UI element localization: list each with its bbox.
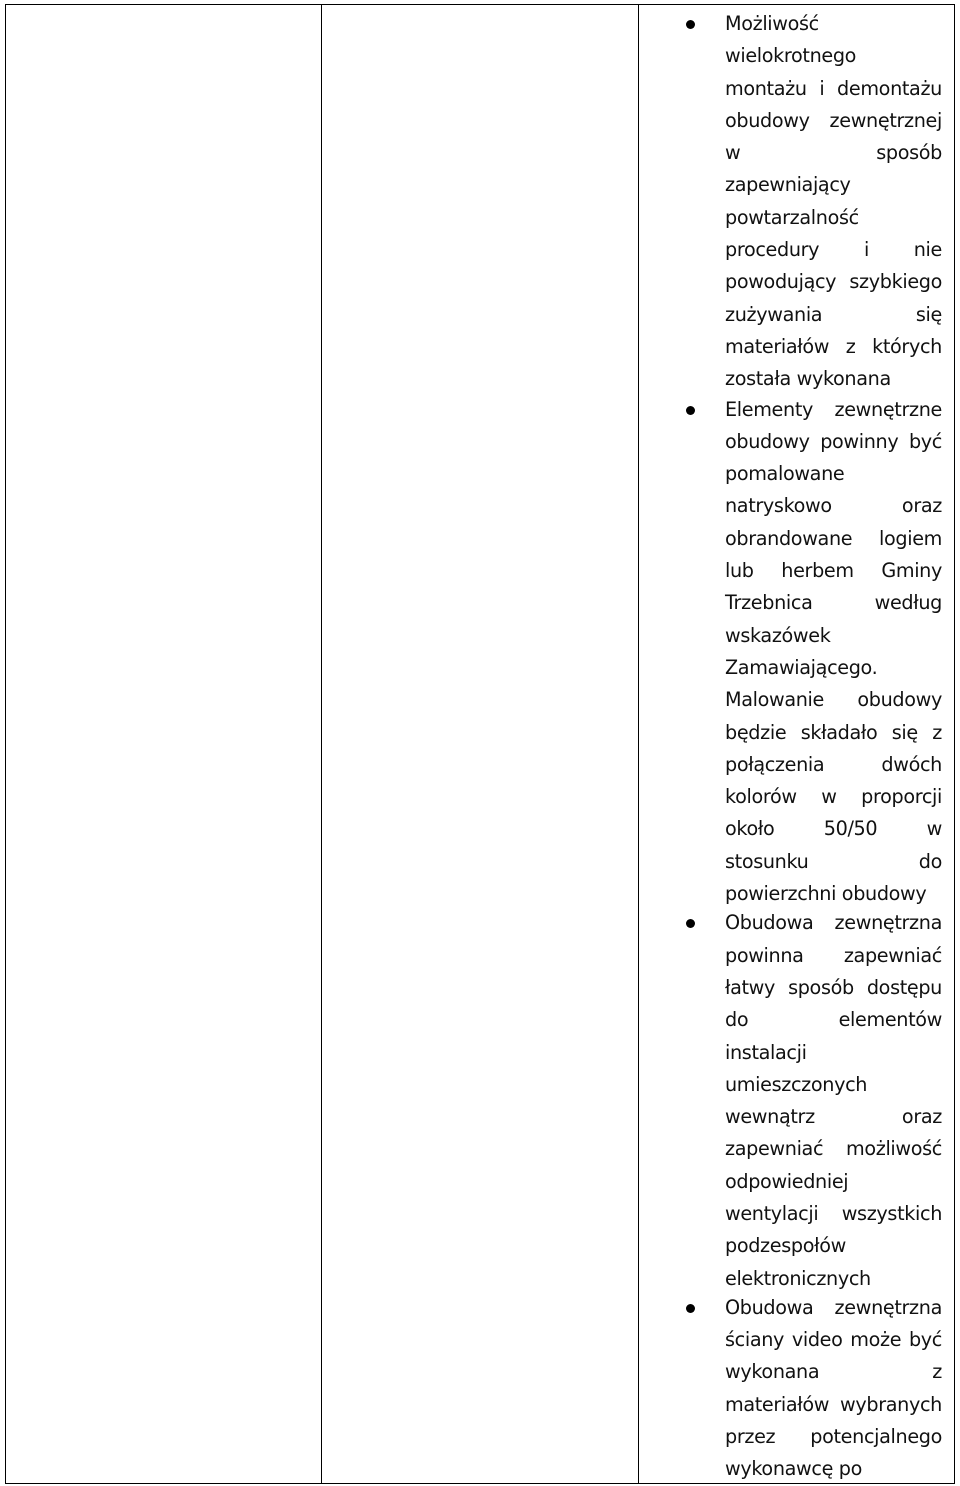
table-row [6,5,955,1484]
list-item [639,8,954,396]
specification-table [5,4,955,1484]
bullet-dot-icon [686,919,695,928]
list-item-text: Elementy zewnętrzne obudowy powinny być pomalowane natryskowo oraz obrandowane logiem lub herbem Gminy Trzebnica według wskazówek Zamawiającego. Malowanie obudowy będzie składało się z połączenia dwóch kolorów w proporcji około 50/50 w stosunku do powierzchni obudowy [725,397,942,906]
table-cell-col3 [639,5,955,1484]
requirements-bullet-list [639,8,954,1486]
list-item [639,1292,954,1486]
bullet-dot-icon [686,406,695,415]
list-item-text: Obudowa zewnętrzna powinna zapewniać łatwy sposób dostępu do elementów instalacji umieszczonych wewnątrz oraz zapewniać możliwość odpowiedniej wentylacji wszystkich podzespołów elektronicznych [725,911,942,1290]
list-item-text: Obudowa zewnętrzna ściany video może być wykonana z materiałów wybranych przez potencjalnego wykonawcę po [725,1295,942,1481]
list-item [639,907,954,1295]
list-item [639,394,954,911]
bullet-dot-icon [686,20,695,29]
list-item-text: Możliwość wielokrotnego montażu i demontażu obudowy zewnętrznej w sposób zapewniający powtarzalność procedury i nie powodujący szybkiego zużywania się materiałów z których została wykonana [725,12,942,391]
table-cell-col1 [6,5,322,1484]
table-cell-col2 [322,5,639,1484]
bullet-dot-icon [686,1304,695,1313]
